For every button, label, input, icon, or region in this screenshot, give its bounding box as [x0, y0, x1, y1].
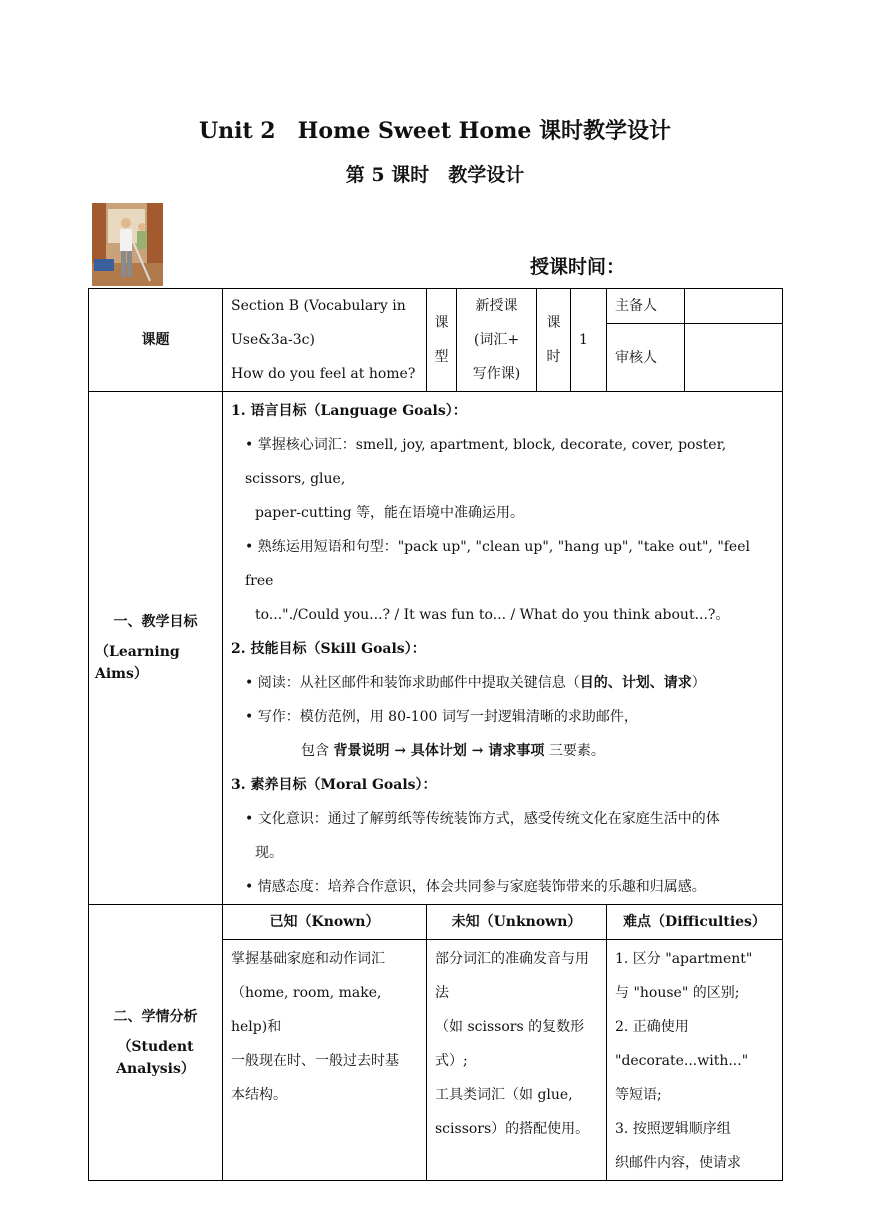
reviewer-label: 审核人 — [607, 324, 685, 392]
aims-label: 一、教学目标 （Learning Aims） — [89, 392, 223, 905]
difficulties-content: 1. 区分 "apartment" 与 "house" 的区别; 2. 正确使用 "decorate...with..." 等短语; 3. 按照逻辑顺序组 织邮件内容，使请求 — [607, 940, 783, 1181]
cleaning-photo — [92, 203, 163, 286]
class-time-label: 授课时间： — [530, 256, 626, 278]
moral-goals-heading: 3. 素养目标（Moral Goals）： — [231, 777, 437, 793]
hours-value: 1 — [571, 289, 607, 392]
language-goals-heading: 1. 语言目标（Language Goals）： — [231, 403, 467, 419]
unknown-content: 部分词汇的准确发音与用法 （如 scissors 的复数形式）; 工具类词汇（如 glue, scissors）的搭配使用。 — [427, 940, 607, 1181]
page-subtitle: 第 5 课时 教学设计 — [345, 164, 525, 186]
skill-goals-heading: 2. 技能目标（Skill Goals）： — [231, 641, 426, 657]
type-label: 课 型 — [427, 289, 457, 392]
preparer-label: 主备人 — [607, 289, 685, 324]
known-content: 掌握基础家庭和动作词汇 （home, room, make, help)和 一般现在时、一般过去时基 本结构。 — [223, 940, 427, 1181]
page-title: Unit 2 Home Sweet Home 课时教学设计 — [198, 118, 672, 144]
type-value: 新授课 (词汇+ 写作课) — [457, 289, 537, 392]
preparer-value[interactable] — [685, 289, 783, 324]
unknown-heading: 未知（Unknown） — [427, 905, 607, 940]
reviewer-value[interactable] — [685, 324, 783, 392]
analysis-label: 二、学情分析 （Student Analysis） — [89, 905, 223, 1181]
difficulties-heading: 难点（Difficulties） — [607, 905, 783, 940]
aims-content: 1. 语言目标（Language Goals）： • 掌握核心词汇：smell, joy, apartment, block, decorate, cover, poster, scissors, glue, paper-cutting 等，能在语境中准确运用。 • 熟练运用短语和句型："pack up", "clean up", "hang up", "take out", "feel free to..."./Could you...? / It was fun to... / What do you think about...?。 2. 技能目标（Skill Goals）： • 阅读：从社区邮件和装饰求助邮件中提取关键信息（目的、计划、请求） • 写作：模仿范例，用 80-100 词写一封逻辑清晰的求助邮件， 包含 背景说明 → 具体计划 → 请求事项 三要素。 3. 素养目标（Moral Goals）： • 文化意识：通过了解剪纸等传统装饰方式，感受传统文化在家庭生活中的体 现。 • 情感态度：培养合作意识，体会共同参与家庭装饰带来的乐趣和归属感。 — [223, 392, 783, 905]
lesson-plan-table — [88, 288, 783, 1181]
hours-label: 课 时 — [537, 289, 571, 392]
topic-label: 课题 — [89, 289, 223, 392]
known-heading: 已知（Known） — [223, 905, 427, 940]
topic-value: Section B (Vocabulary in Use&3a-3c) How do you feel at home? — [223, 289, 427, 392]
